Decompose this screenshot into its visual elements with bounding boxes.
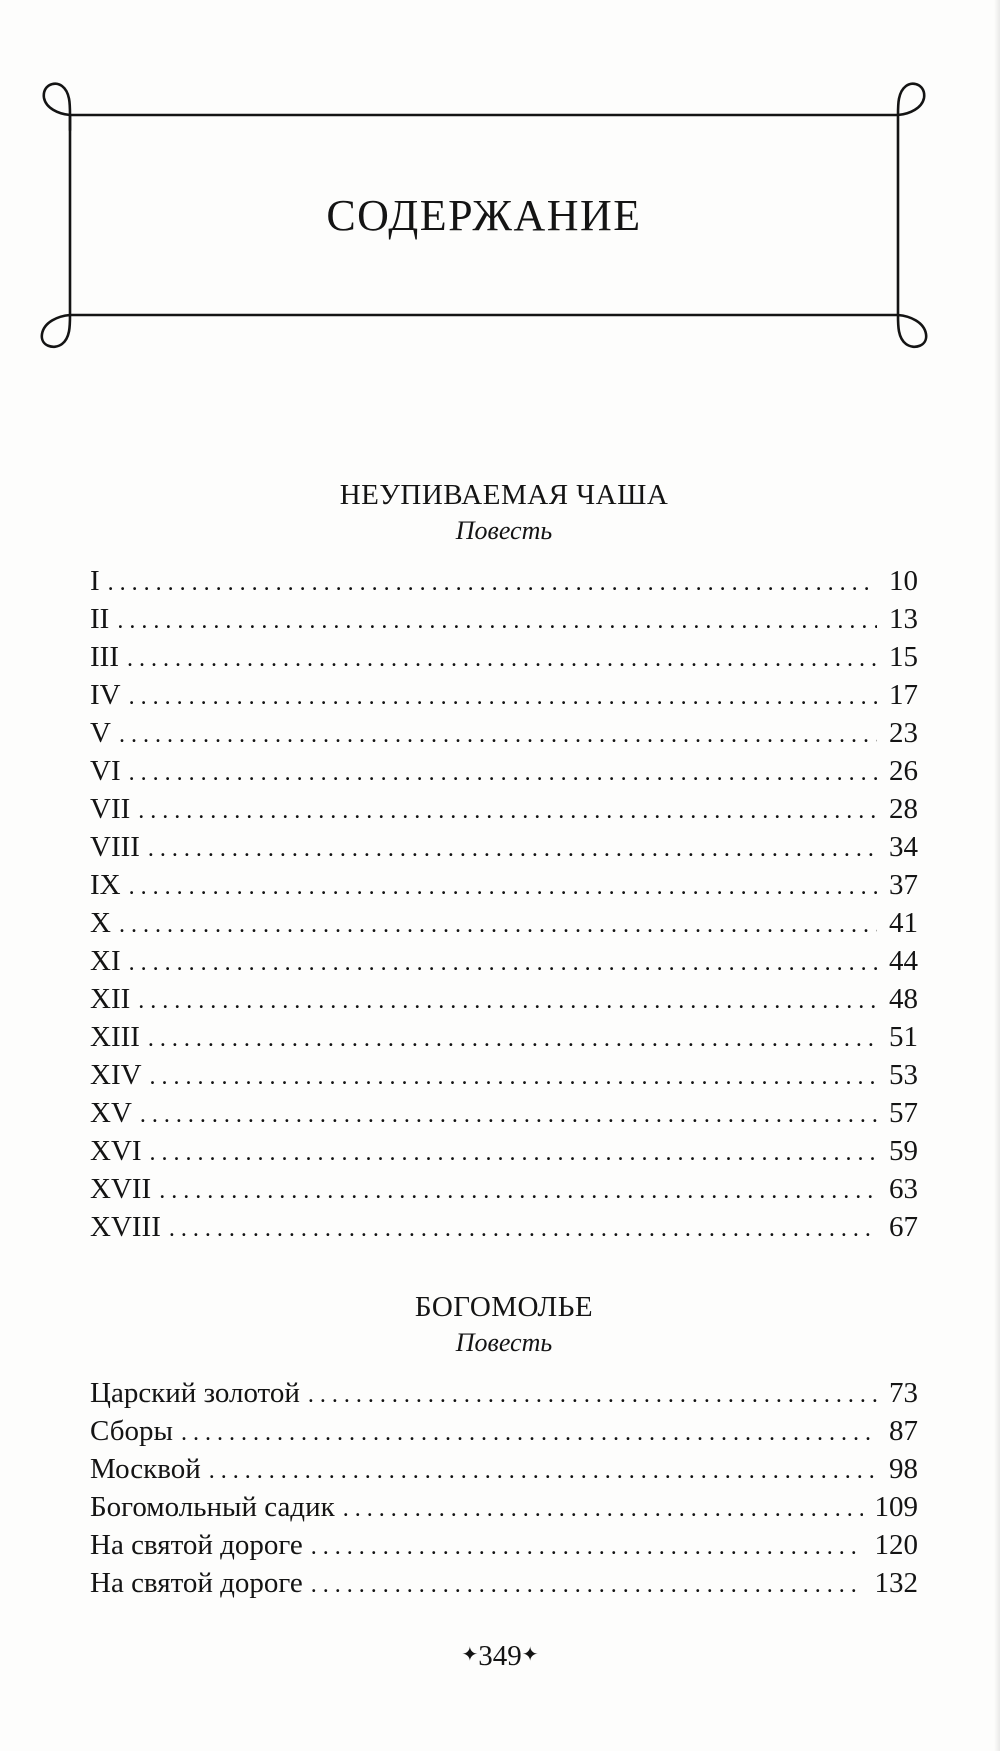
toc-entry-label: На святой дороге [90,1567,303,1599]
toc-entry[interactable] [90,866,918,904]
toc-entry-page: 26 [889,755,918,787]
toc-list [90,562,918,1246]
toc-entry-page: 37 [889,869,918,901]
toc-entry-label: XIV [90,1059,142,1091]
toc-entry-page: 28 [889,793,918,825]
page-title: СОДЕРЖАНИЕ [326,191,642,240]
toc-entry-label: XII [90,983,131,1015]
dot-leader [138,982,877,1020]
dot-leader [150,1058,877,1096]
toc-entry[interactable] [90,790,918,828]
toc-entry-label: XVIII [90,1211,161,1243]
toc-entry-label: Царский золотой [90,1377,300,1409]
toc-entry-page: 44 [889,945,918,977]
dot-leader [129,944,877,982]
toc-entry-label: VI [90,755,121,787]
toc-entry-label: X [90,907,111,939]
section-title: НЕУПИВАЕМАЯ ЧАША [339,479,669,511]
toc-entry[interactable] [90,1132,918,1170]
dot-leader [119,906,877,944]
toc-entry-page: 13 [889,603,918,635]
dot-leader [119,716,877,754]
toc-entry-label: Богомольный садик [90,1491,335,1523]
dot-leader [169,1210,877,1248]
toc-entry[interactable] [90,1170,918,1208]
star-ornament-icon: ✦ [521,1644,539,1666]
toc-entry[interactable] [90,1208,918,1246]
star-ornament-icon: ✦ [461,1644,479,1666]
toc-entry[interactable] [90,752,918,790]
toc-entry-label: VII [90,793,131,825]
toc-section-neupivaemaya-chasha [90,476,918,1246]
toc-entry[interactable] [90,1374,918,1412]
toc-entry[interactable] [90,562,918,600]
dot-leader [308,1376,877,1414]
toc-entry-page: 98 [889,1453,918,1485]
toc-entry-page: 48 [889,983,918,1015]
toc-entry-page: 59 [889,1135,918,1167]
toc-entry[interactable] [90,600,918,638]
dot-leader [343,1490,863,1528]
dot-leader [127,640,877,678]
toc-entry[interactable] [90,638,918,676]
toc-entry[interactable] [90,714,918,752]
dot-leader [159,1172,877,1210]
dot-leader [148,830,877,868]
spine-shadow [994,0,1000,1751]
toc-entry[interactable] [90,1564,918,1602]
dot-leader [129,754,877,792]
dot-leader [181,1414,877,1452]
dot-leader [129,868,877,906]
toc-section-bogomolye [90,1288,918,1602]
toc-entry[interactable] [90,676,918,714]
toc-entry-label: IX [90,869,121,901]
toc-entry-page: 34 [889,831,918,863]
toc-entry[interactable] [90,1526,918,1564]
dot-leader [138,792,877,830]
toc-entry-label: XVI [90,1135,142,1167]
toc-entry-label: V [90,717,111,749]
toc-entry-label: VIII [90,831,140,863]
toc-entry-label: XI [90,945,121,977]
toc-entry-page: 132 [874,1567,918,1599]
toc-entry-page: 41 [889,907,918,939]
toc-entry-label: Москвой [90,1453,201,1485]
page-number-value: 349 [478,1640,522,1672]
toc-entry-page: 53 [889,1059,918,1091]
toc-entry[interactable] [90,980,918,1018]
toc-entry-page: 87 [889,1415,918,1447]
section-title: БОГОМОЛЬЕ [414,1291,594,1323]
toc-entry-page: 57 [889,1097,918,1129]
toc-entry-page: 17 [889,679,918,711]
toc-entry[interactable] [90,1412,918,1450]
toc-entry-page: 67 [889,1211,918,1243]
toc-entry-label: XVII [90,1173,152,1205]
toc-entry-label: На святой дороге [90,1529,303,1561]
page-number [0,1640,1000,1673]
toc-entry-label: IV [90,679,121,711]
toc-entry-page: 10 [889,565,918,597]
dot-leader [129,678,877,716]
toc-entry-page: 109 [874,1491,918,1523]
toc-entry[interactable] [90,1056,918,1094]
toc-entry-page: 23 [889,717,918,749]
toc-entry[interactable] [90,1450,918,1488]
toc-entry-page: 73 [889,1377,918,1409]
toc-entry[interactable] [90,1018,918,1056]
toc-entry[interactable] [90,1488,918,1526]
dot-leader [209,1452,877,1490]
toc-entry[interactable] [90,942,918,980]
toc-entry-label: XIII [90,1021,140,1053]
toc-list [90,1374,918,1602]
dot-leader [117,602,877,640]
dot-leader [148,1020,877,1058]
toc-entry-label: II [90,603,110,635]
dot-leader [140,1096,877,1134]
toc-entry[interactable] [90,904,918,942]
toc-entry-page: 51 [889,1021,918,1053]
toc-entry-page: 120 [874,1529,918,1561]
toc-entry-page: 15 [889,641,918,673]
toc-entry-label: I [90,565,100,597]
toc-entry[interactable] [90,1094,918,1132]
dot-leader [311,1566,863,1604]
toc-entry-label: Сборы [90,1415,173,1447]
dot-leader [311,1528,863,1566]
section-subtitle: Повесть [455,1328,553,1357]
dot-leader [108,564,877,602]
toc-entry-page: 63 [889,1173,918,1205]
section-subtitle: Повесть [455,516,553,545]
toc-entry-label: XV [90,1097,132,1129]
toc-entry[interactable] [90,828,918,866]
dot-leader [150,1134,877,1172]
title-frame [32,80,936,350]
toc-entry-label: III [90,641,119,673]
